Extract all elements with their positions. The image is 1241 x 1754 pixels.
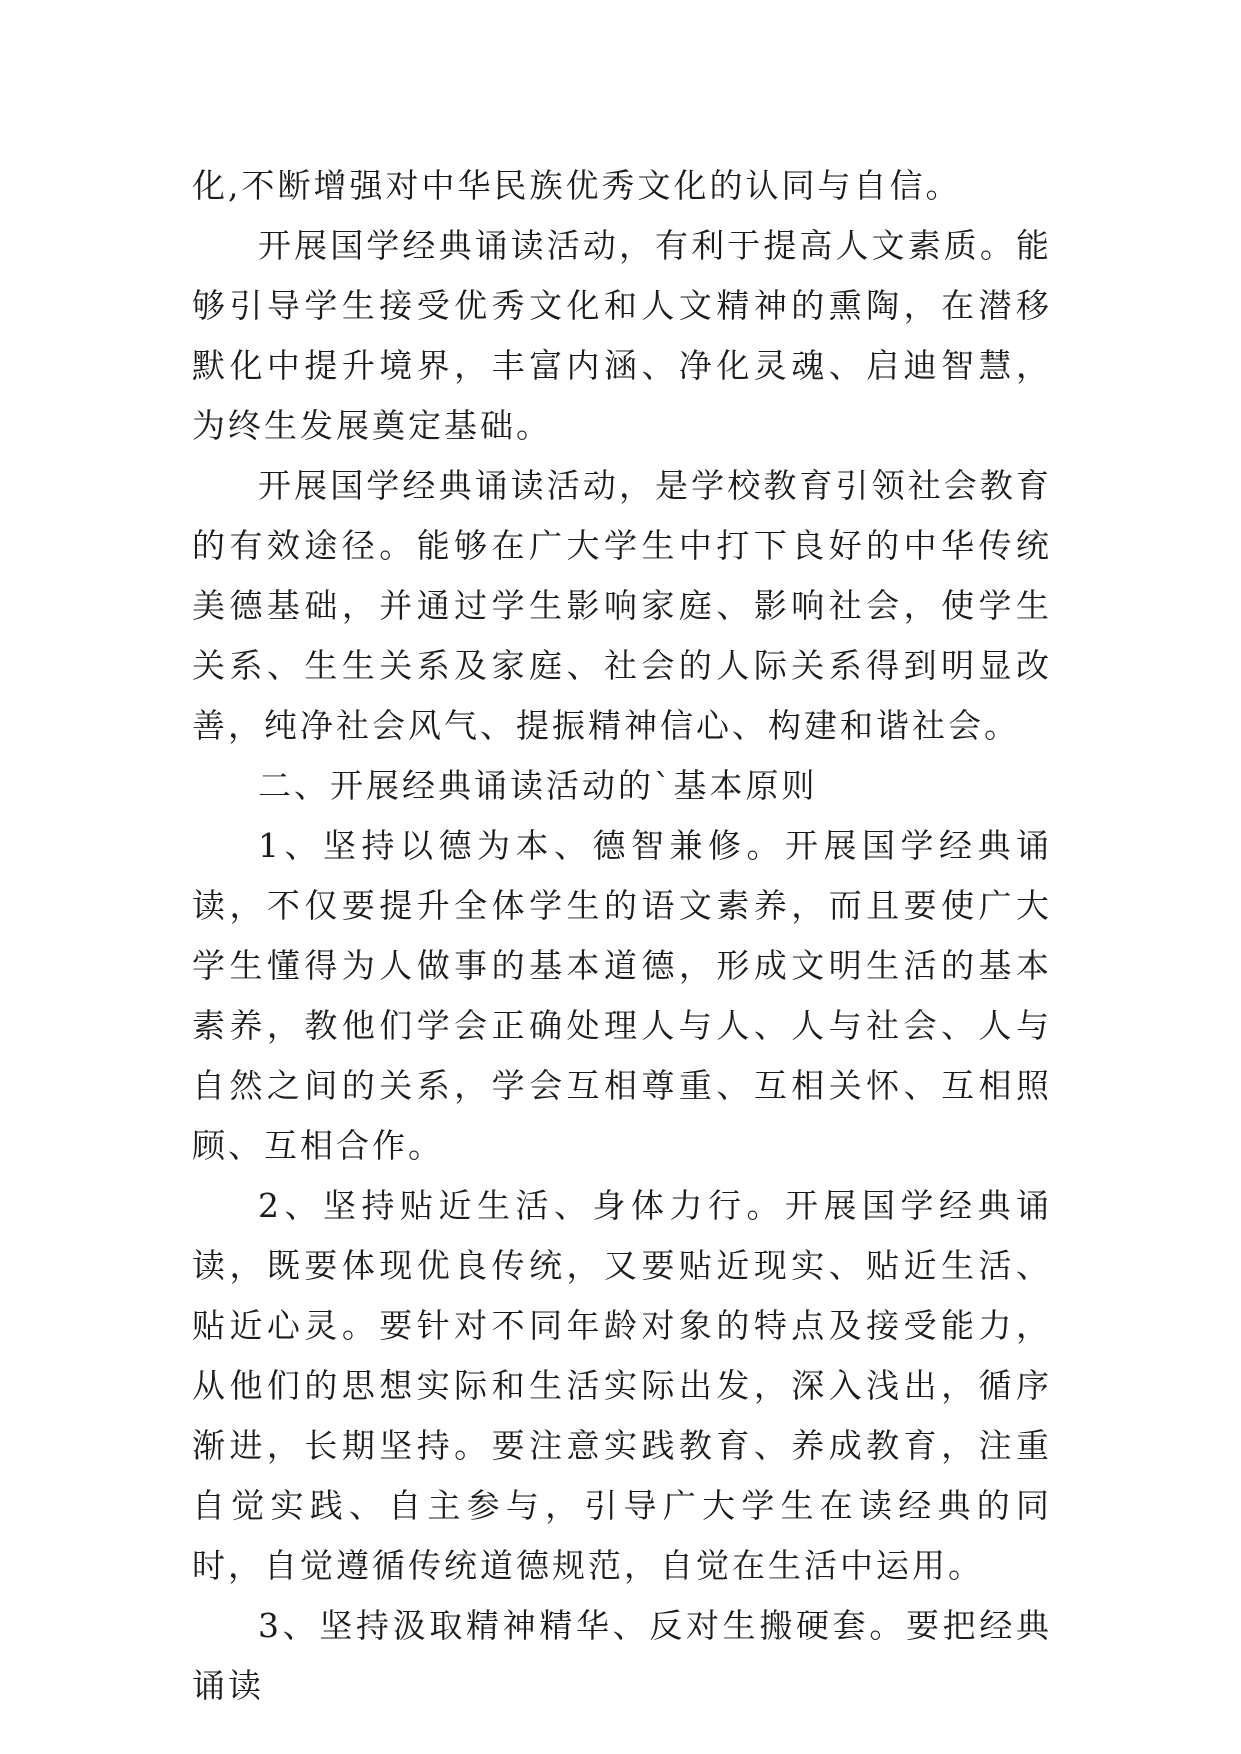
- section-heading-principles: 二、开展经典诵读活动的`基本原则: [258, 766, 818, 805]
- paragraph-social-education: 开展国学经典诵读活动，是学校教育引领社会教育的有效途径。能够在广大学生中打下良好的中华传统美德基础，并通过学生影响家庭、影响社会，使学生关系、生生关系及家庭、社会的人际关系得到明显改善，纯净社会风气、提振精神信心、构建和谐社会。: [192, 466, 1052, 745]
- principle-1: 1、坚持以德为本、德智兼修。开展国学经典诵读，不仅要提升全体学生的语文素养，而且要使广大学生懂得为人做事的基本道德，形成文明生活的基本素养，教他们学会正确处理人与人、人与社会、人与自然之间的关系，学会互相尊重、互相关怀、互相照顾、互相合作。: [192, 826, 1052, 1165]
- paragraph-humanities: 开展国学经典诵读活动，有利于提高人文素质。能够引导学生接受优秀文化和人文精神的熏陶，在潜移默化中提升境界，丰富内涵、净化灵魂、启迪智慧，为终生发展奠定基础。: [192, 226, 1052, 445]
- document-body: [192, 156, 1052, 1716]
- paragraph-continuation: 化,不断增强对中华民族优秀文化的认同与自信。: [192, 166, 962, 205]
- principle-2: 2、坚持贴近生活、身体力行。开展国学经典诵读，既要体现优良传统，又要贴近现实、贴近生活、贴近心灵。要针对不同年龄对象的特点及接受能力，从他们的思想实际和生活实际出发，深入浅出，循序渐进，长期坚持。要注意实践教育、养成教育，注重自觉实践、自主参与，引导广大学生在读经典的同时，自觉遵循传统道德规范，自觉在生活中运用。: [192, 1186, 1052, 1585]
- principle-3: 3、坚持汲取精神精华、反对生搬硬套。要把经典诵读: [192, 1606, 1052, 1705]
